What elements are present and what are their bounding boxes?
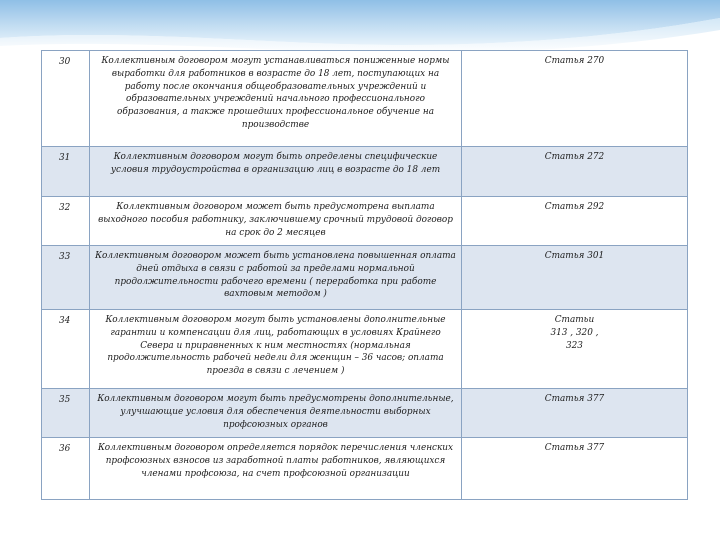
table-row (42, 310, 688, 389)
row-number: 34 (42, 310, 90, 389)
provision-text: Коллективным договором могут быть предусмотрены дополнительные, улучшающие условия для обеспечения деятельности выборных профсоюзных органов (90, 389, 462, 438)
provision-text: Коллективным договором может быть установлена повышенная оплата дней отдыха в связи с работой за пределами нормальной продолжительности рабочего времени ( переработка при работе вахтовым методом ) (90, 246, 462, 310)
labor-code-table (41, 50, 688, 500)
article-reference (462, 51, 688, 147)
provision-text: Коллективным договором может быть предусмотрена выплата выходного пособия работнику, заключившему срочный трудовой договор на срок до 2 месяцев (90, 197, 462, 246)
article-line: Статья 270 (544, 56, 605, 66)
article-reference (462, 389, 688, 438)
row-number: 30 (42, 51, 90, 147)
article-line: 313 , 320 , (550, 327, 599, 338)
table-row (42, 51, 688, 147)
row-number: 35 (42, 389, 90, 438)
article-line: Статья 377 (544, 394, 605, 404)
row-number: 33 (42, 246, 90, 310)
row-number: 32 (42, 197, 90, 246)
article-line: Статья 301 (544, 251, 605, 261)
article-reference (462, 310, 688, 389)
article-line: Статья 272 (544, 152, 605, 162)
article-line: 323 (566, 340, 583, 351)
table-row (42, 197, 688, 246)
table-row (42, 389, 688, 438)
row-number: 31 (42, 147, 90, 197)
provision-text: Коллективным договором определяется порядок перечисления членских профсоюзных взносов из заработной платы работников, являющихся членами профсоюза, на счет профсоюзной организации (90, 438, 462, 500)
article-line: Статьи (554, 315, 595, 325)
article-line: Статья 377 (544, 443, 605, 453)
article-reference (462, 246, 688, 310)
table-row (42, 147, 688, 197)
provision-text: Коллективным договором могут устанавливаться пониженные нормы выработки для работников в возрасте до 18 лет, поступающих на работу после окончания общеобразовательных учреждений и образовательных учреждений начального профессионального образования, а также прошедших профессиональное обучение на производстве (90, 51, 462, 147)
article-reference (462, 147, 688, 197)
provision-text: Коллективным договором могут быть определены специфические условия трудоустройства в организацию лиц в возрасте до 18 лет (90, 147, 462, 197)
provision-text: Коллективным договором могут быть установлены дополнительные гарантии и компенсации для лиц, работающих в условиях Крайнего Севера и приравненных к ним местностях (нормальная продолжительность рабочей недели для женщин – 36 часов; оплата проезда в связи с лечением ) (90, 310, 462, 389)
row-number: 36 (42, 438, 90, 500)
article-reference (462, 197, 688, 246)
table-row (42, 438, 688, 500)
article-line: Статья 292 (544, 202, 605, 212)
table-row (42, 246, 688, 310)
article-reference (462, 438, 688, 500)
